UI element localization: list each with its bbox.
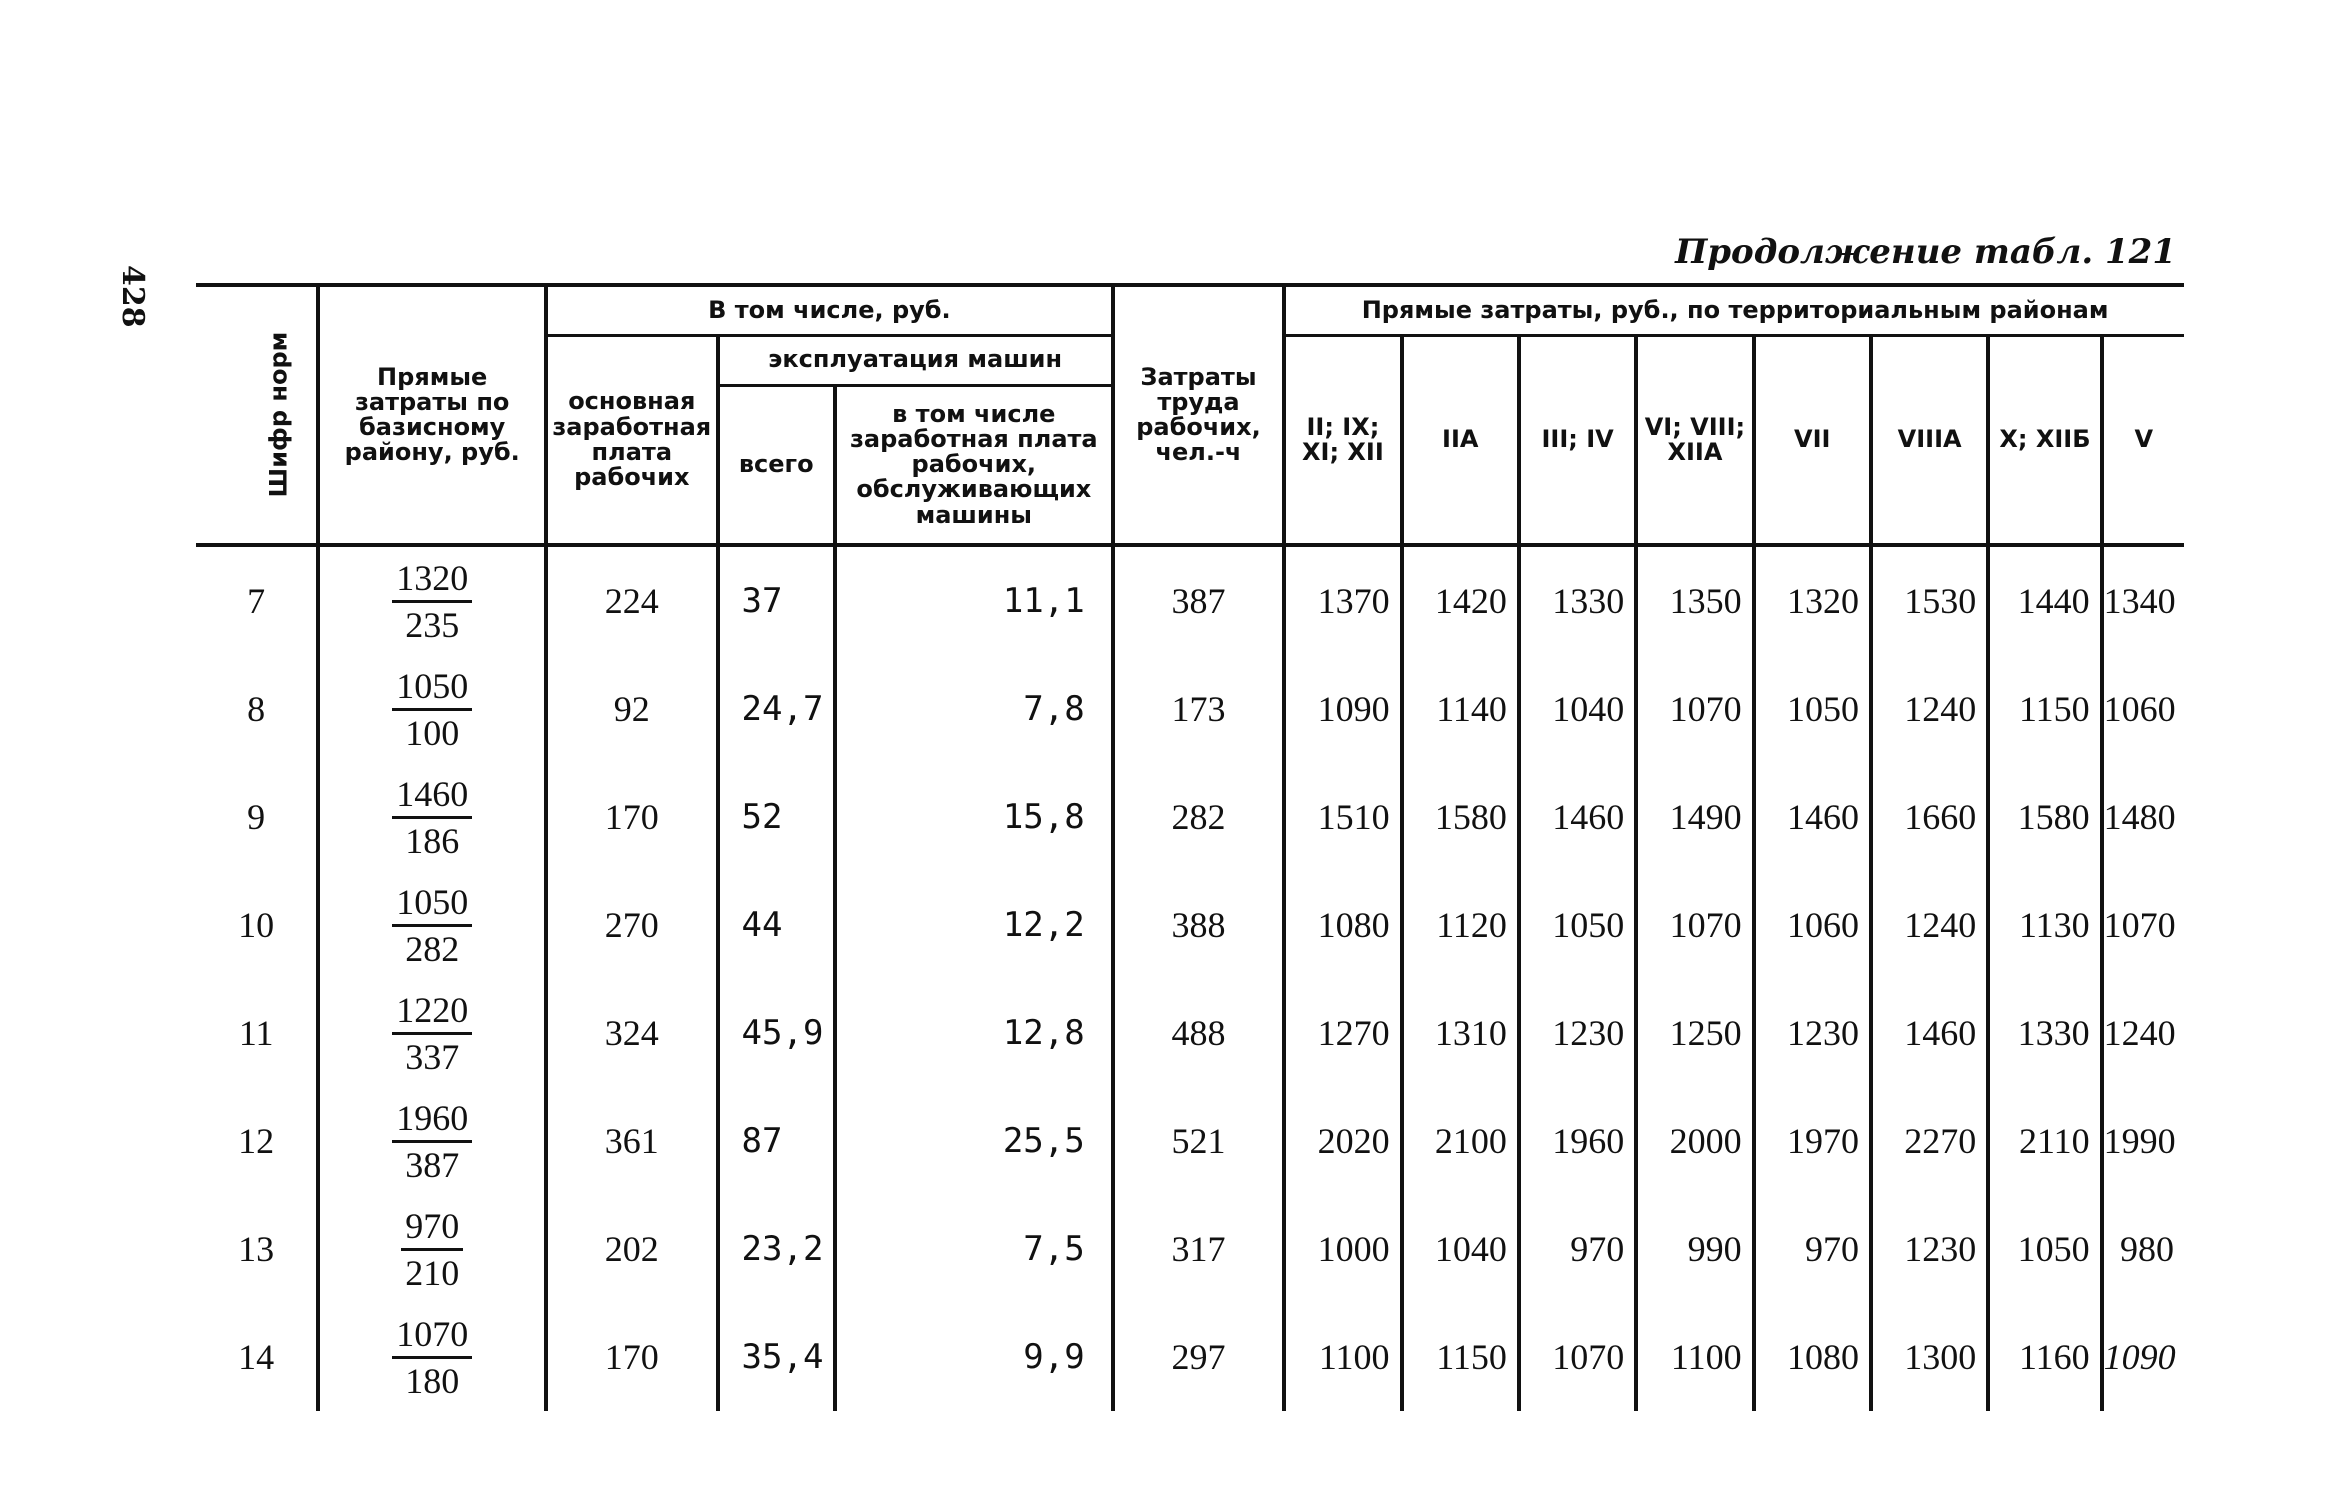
region-cost-cell: 1070	[1519, 1303, 1636, 1411]
machines-wages-cell: 15,8	[835, 763, 1113, 871]
header-region-5: VII	[1754, 335, 1871, 545]
base-costs-cell	[318, 979, 546, 1087]
base-costs-total: 1320	[392, 560, 472, 603]
region-cost-cell: 1240	[2102, 979, 2184, 1087]
base-costs-fraction	[392, 560, 472, 645]
labor-cell: 297	[1113, 1303, 1285, 1411]
base-costs-total: 1220	[392, 992, 472, 1035]
region-cost-cell: 1090	[2102, 1303, 2184, 1411]
region-cost-cell: 1270	[1284, 979, 1401, 1087]
table-caption: Продолжение табл. 121	[1675, 232, 2176, 272]
table-row	[196, 655, 2184, 763]
labor-cell: 388	[1113, 871, 1285, 979]
table-body	[196, 545, 2184, 1411]
region-cost-cell: 1330	[1988, 979, 2101, 1087]
region-cost-cell: 1140	[1402, 655, 1519, 763]
region-cost-cell: 1000	[1284, 1195, 1401, 1303]
machines-total-cell: 45,9	[718, 979, 835, 1087]
base-costs-cell	[318, 545, 546, 655]
table-row	[196, 545, 2184, 655]
header-machines-wages: в том числе заработная плата рабочих, обслуживающих машины	[835, 385, 1113, 545]
region-cost-cell: 1660	[1871, 763, 1988, 871]
norms-table-container	[196, 283, 2184, 1411]
machines-wages-cell: 7,5	[835, 1195, 1113, 1303]
base-costs-cell	[318, 871, 546, 979]
table-row	[196, 763, 2184, 871]
region-cost-cell: 1350	[1636, 545, 1753, 655]
region-cost-cell: 1070	[1636, 871, 1753, 979]
region-cost-cell: 970	[1754, 1195, 1871, 1303]
table-row	[196, 1087, 2184, 1195]
norm-code-cell: 9	[247, 797, 266, 837]
page-number: 428	[115, 265, 150, 328]
base-costs-fraction	[392, 776, 472, 861]
region-cost-cell: 1490	[1636, 763, 1753, 871]
wages-cell: 224	[546, 545, 718, 655]
machines-total-cell: 23,2	[718, 1195, 835, 1303]
base-costs-fraction	[401, 1208, 463, 1293]
region-cost-cell: 1320	[1754, 545, 1871, 655]
region-cost-cell: 1070	[2102, 871, 2184, 979]
base-costs-cell	[318, 655, 546, 763]
base-costs-wages: 235	[405, 605, 460, 645]
machines-wages-cell: 9,9	[835, 1303, 1113, 1411]
norm-code-cell: 14	[238, 1337, 275, 1377]
base-costs-cell	[318, 1195, 546, 1303]
base-costs-fraction	[392, 884, 472, 969]
base-costs-total: 1960	[392, 1100, 472, 1143]
base-costs-total: 1070	[392, 1316, 472, 1359]
base-costs-fraction	[392, 1316, 472, 1401]
machines-total-cell: 44	[718, 871, 835, 979]
machines-total-cell: 24,7	[718, 655, 835, 763]
region-cost-cell: 1240	[1871, 871, 1988, 979]
region-cost-cell: 1240	[1871, 655, 1988, 763]
region-cost-cell: 1130	[1988, 871, 2101, 979]
header-region-7: X; XIIБ	[1988, 335, 2101, 545]
region-cost-cell: 2020	[1284, 1087, 1401, 1195]
header-machines-total: всего	[718, 385, 835, 545]
region-cost-cell: 1060	[2102, 655, 2184, 763]
region-cost-cell: 1230	[1871, 1195, 1988, 1303]
region-cost-cell: 2110	[1988, 1087, 2101, 1195]
table-row	[196, 1195, 2184, 1303]
table-header	[196, 285, 2184, 545]
norm-code-cell: 13	[238, 1229, 275, 1269]
header-region-3: III; IV	[1519, 335, 1636, 545]
table-row	[196, 871, 2184, 979]
base-costs-total: 1050	[392, 884, 472, 927]
region-cost-cell: 1480	[2102, 763, 2184, 871]
region-cost-cell: 1100	[1284, 1303, 1401, 1411]
wages-cell: 170	[546, 1303, 718, 1411]
header-machines: эксплуатация машин	[718, 335, 1113, 385]
region-cost-cell: 1580	[1988, 763, 2101, 871]
machines-wages-cell: 12,8	[835, 979, 1113, 1087]
machines-total-cell: 37	[718, 545, 835, 655]
region-cost-cell: 1580	[1402, 763, 1519, 871]
base-costs-wages: 180	[405, 1361, 460, 1401]
base-costs-fraction	[392, 668, 472, 753]
base-costs-wages: 387	[405, 1145, 460, 1185]
wages-cell: 170	[546, 763, 718, 871]
header-region-2: IIA	[1402, 335, 1519, 545]
region-cost-cell: 1370	[1284, 545, 1401, 655]
labor-cell: 488	[1113, 979, 1285, 1087]
region-cost-cell: 1460	[1871, 979, 1988, 1087]
base-costs-wages: 100	[405, 713, 460, 753]
region-cost-cell: 1090	[1284, 655, 1401, 763]
norm-code-cell: 7	[247, 581, 266, 621]
region-cost-cell: 1340	[2102, 545, 2184, 655]
machines-total-cell: 87	[718, 1087, 835, 1195]
region-cost-cell: 1050	[1519, 871, 1636, 979]
labor-cell: 173	[1113, 655, 1285, 763]
region-cost-cell: 1960	[1519, 1087, 1636, 1195]
wages-cell: 324	[546, 979, 718, 1087]
region-cost-cell: 1100	[1636, 1303, 1753, 1411]
region-cost-cell: 980	[2102, 1195, 2184, 1303]
norm-code-cell: 10	[238, 905, 275, 945]
base-costs-wages: 186	[405, 821, 460, 861]
region-cost-cell: 1420	[1402, 545, 1519, 655]
machines-total-cell: 35,4	[718, 1303, 835, 1411]
machines-wages-cell: 25,5	[835, 1087, 1113, 1195]
region-cost-cell: 1970	[1754, 1087, 1871, 1195]
region-cost-cell: 1050	[1754, 655, 1871, 763]
machines-wages-cell: 7,8	[835, 655, 1113, 763]
region-cost-cell: 990	[1636, 1195, 1753, 1303]
labor-cell: 387	[1113, 545, 1285, 655]
header-code: Шифр норм	[196, 285, 318, 545]
header-region-1: II; IX; XI; XII	[1284, 335, 1401, 545]
wages-cell: 270	[546, 871, 718, 979]
region-cost-cell: 1990	[2102, 1087, 2184, 1195]
region-cost-cell: 2100	[1402, 1087, 1519, 1195]
region-cost-cell: 2270	[1871, 1087, 1988, 1195]
base-costs-total: 1050	[392, 668, 472, 711]
wages-cell: 92	[546, 655, 718, 763]
base-costs-total: 1460	[392, 776, 472, 819]
region-cost-cell: 1150	[1402, 1303, 1519, 1411]
region-cost-cell: 1120	[1402, 871, 1519, 979]
header-wages: основная заработная плата рабочих	[546, 335, 718, 545]
region-cost-cell: 1160	[1988, 1303, 2101, 1411]
wages-cell: 202	[546, 1195, 718, 1303]
machines-wages-cell: 11,1	[835, 545, 1113, 655]
base-costs-fraction	[392, 992, 472, 1077]
base-costs-cell	[318, 1087, 546, 1195]
base-costs-fraction	[392, 1100, 472, 1185]
labor-cell: 521	[1113, 1087, 1285, 1195]
region-cost-cell: 1530	[1871, 545, 1988, 655]
region-cost-cell: 1040	[1519, 655, 1636, 763]
header-regions-title: Прямые затраты, руб., по территориальным районам	[1284, 285, 2184, 335]
header-including: В том числе, руб.	[546, 285, 1113, 335]
region-cost-cell: 1070	[1636, 655, 1753, 763]
region-cost-cell: 1300	[1871, 1303, 1988, 1411]
header-labor: Затраты труда рабочих, чел.-ч	[1113, 285, 1285, 545]
region-cost-cell: 970	[1519, 1195, 1636, 1303]
header-region-8: V	[2102, 335, 2184, 545]
labor-cell: 282	[1113, 763, 1285, 871]
region-cost-cell: 2000	[1636, 1087, 1753, 1195]
region-cost-cell: 1060	[1754, 871, 1871, 979]
region-cost-cell: 1150	[1988, 655, 2101, 763]
machines-total-cell: 52	[718, 763, 835, 871]
region-cost-cell: 1440	[1988, 545, 2101, 655]
region-cost-cell: 1460	[1519, 763, 1636, 871]
region-cost-cell: 1040	[1402, 1195, 1519, 1303]
region-cost-cell: 1080	[1284, 871, 1401, 979]
region-cost-cell: 1460	[1754, 763, 1871, 871]
base-costs-total: 970	[401, 1208, 463, 1251]
norms-table	[196, 283, 2184, 1411]
norm-code-cell: 11	[238, 1013, 274, 1053]
region-cost-cell: 1310	[1402, 979, 1519, 1087]
header-region-6: VIIIA	[1871, 335, 1988, 545]
table-row	[196, 979, 2184, 1087]
norm-code-cell: 8	[247, 689, 266, 729]
labor-cell: 317	[1113, 1195, 1285, 1303]
norm-code-cell: 12	[238, 1121, 275, 1161]
base-costs-wages: 337	[405, 1037, 460, 1077]
region-cost-cell: 1050	[1988, 1195, 2101, 1303]
header-base-costs: Прямые затраты по базисному району, руб.	[318, 285, 546, 545]
base-costs-wages: 282	[405, 929, 460, 969]
region-cost-cell: 1080	[1754, 1303, 1871, 1411]
region-cost-cell: 1230	[1519, 979, 1636, 1087]
base-costs-cell	[318, 763, 546, 871]
table-row	[196, 1303, 2184, 1411]
region-cost-cell: 1250	[1636, 979, 1753, 1087]
region-cost-cell: 1510	[1284, 763, 1401, 871]
region-cost-cell: 1230	[1754, 979, 1871, 1087]
header-region-4: VI; VIII; XIIA	[1636, 335, 1753, 545]
machines-wages-cell: 12,2	[835, 871, 1113, 979]
wages-cell: 361	[546, 1087, 718, 1195]
base-costs-wages: 210	[405, 1253, 460, 1293]
base-costs-cell	[318, 1303, 546, 1411]
region-cost-cell: 1330	[1519, 545, 1636, 655]
